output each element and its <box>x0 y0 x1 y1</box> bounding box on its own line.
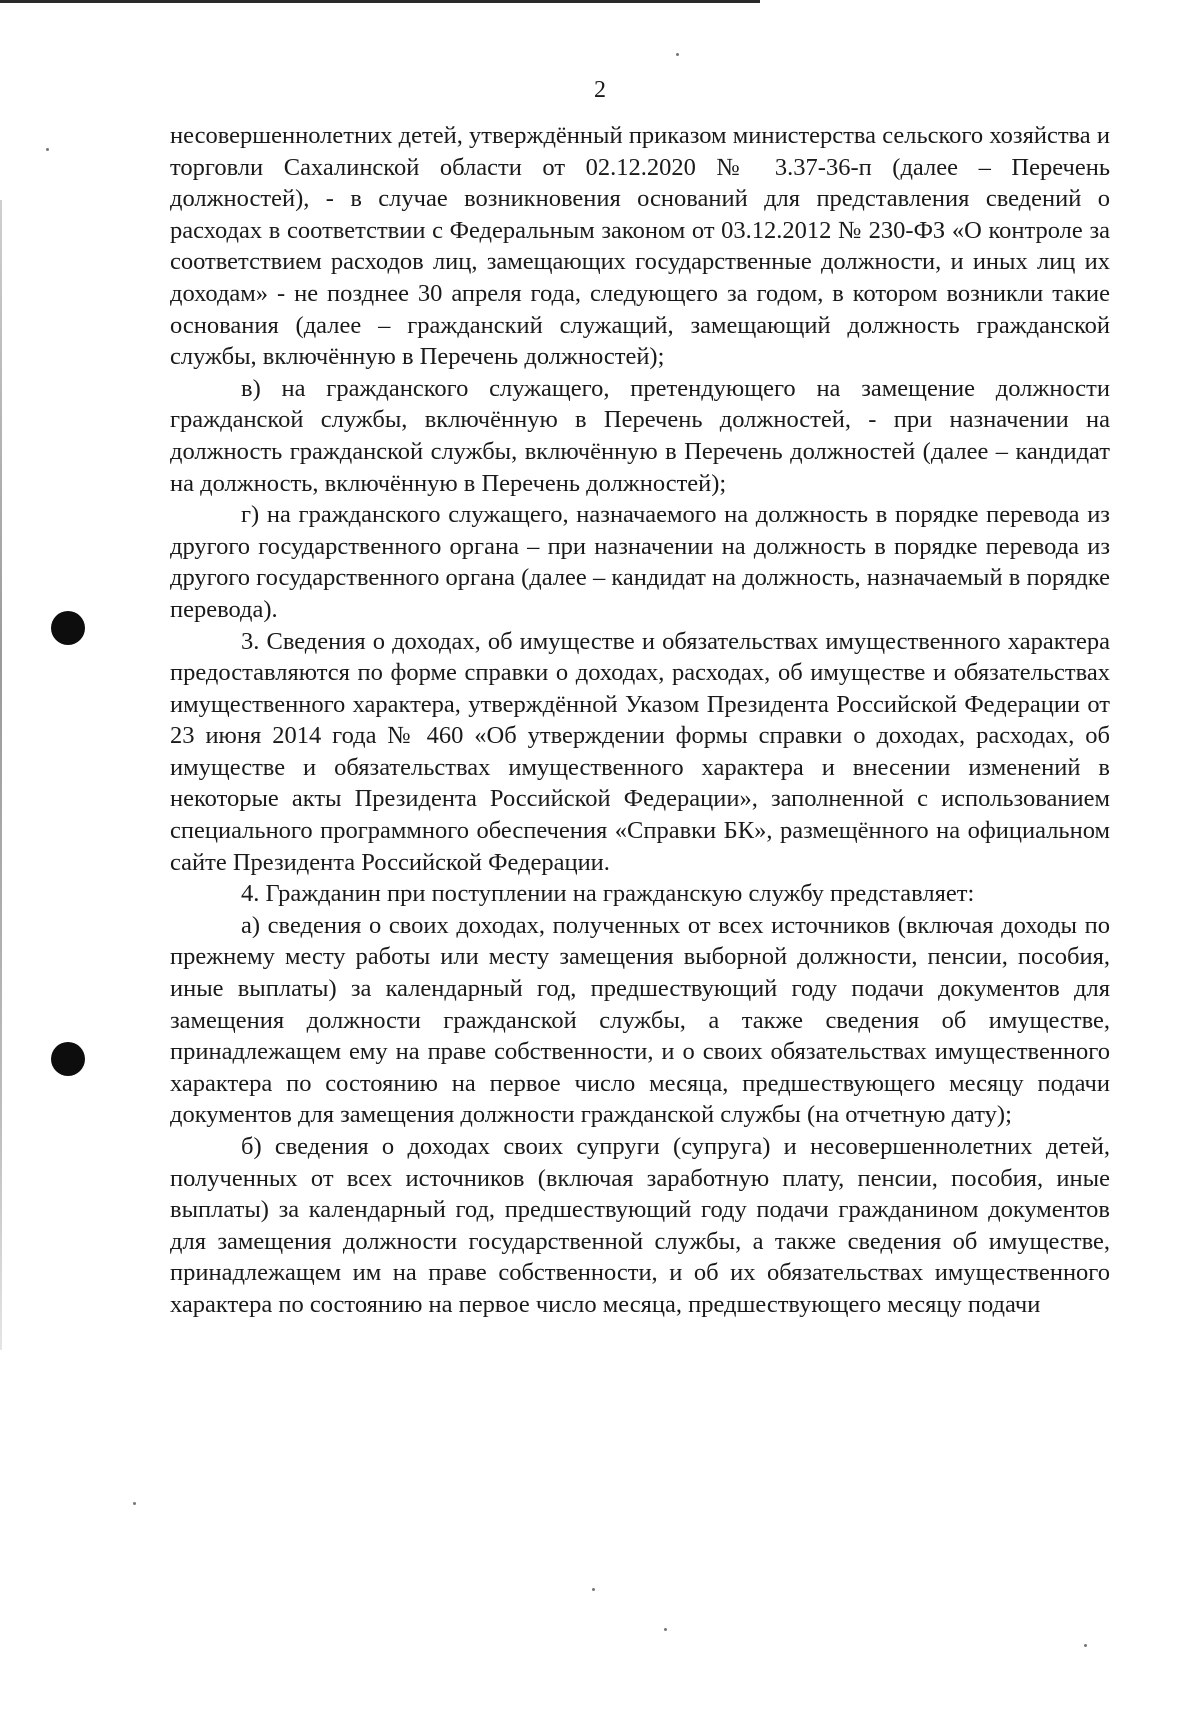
paragraph-continuation: несовершеннолетних детей, утверждённый приказом министерства сельского хозяйства и торговли Сахалинской области от 02.12.2020 № 3.37-36-п (далее – Перечень должностей), - в случае возникновения оснований для представления сведений о расходах в соответствии с Федеральным законом от 03.12.2012 № 230-ФЗ «О контроле за соответствием расходов лиц, замещающих государственные должности, и иных лиц их доходам» - не позднее 30 апреля года, следующего за годом, в котором возникли такие основания (далее – гражданский служащий, замещающий должность гражданской службы, включённую в Перечень должностей); <box>170 122 1110 371</box>
paragraph-item-g: г) на гражданского служащего, назначаемого на должность в порядке перевода из другого государственного органа – при назначении на должность в порядке перевода из другого государственного органа (далее – кандидат на должность, назначаемый в порядке перевода). <box>170 501 1110 623</box>
punch-hole-mark <box>51 1042 85 1076</box>
scan-speck <box>1084 1644 1087 1647</box>
paragraph-item-3: 3. Сведения о доходах, об имуществе и обязательствах имущественного характера предоставляются по форме справки о доходах, расходах, об имуществе и обязательствах имущественного характера, утверждённой Указом Президента Российской Федерации от 23 июня 2014 года № 460 «Об утверждении формы справки о доходах, расходах, об имуществе и обязательствах имущественного характера и внесении изменений в некоторые акты Президента Российской Федерации», заполненной с использованием специального программного обеспечения «Справки БК», размещённого на официальном сайте Президента Российской Федерации. <box>170 627 1110 876</box>
scan-page-edge <box>0 200 2 1350</box>
scan-speck <box>664 1628 667 1631</box>
punch-hole-mark <box>51 611 85 645</box>
paragraph-item-4b: б) сведения о доходах своих супруги (супруга) и несовершеннолетних детей, полученных от всех источников (включая заработную плату, пенсии, пособия, иные выплаты) за календарный год, предшествующий году подачи гражданином документов для замещения должности государственной службы, а также сведения об имуществе, принадлежащем им на праве собственности, и об их обязательствах имущественного характера по состоянию на первое число месяца, предшествующего месяцу подачи <box>170 1133 1110 1318</box>
scan-speck <box>133 1502 136 1505</box>
paragraph-item-4a: а) сведения о своих доходах, полученных от всех источников (включая доходы по прежнему месту работы или месту замещения выборной должности, пенсии, пособия, иные выплаты) за календарный год, предшествующий году подачи документов для замещения должности гражданской службы, а также сведения об имуществе, принадлежащем ему на праве собственности, и о своих обязательствах имущественного характера по состоянию на первое число месяца, предшествующего месяцу подачи документов для замещения должности гражданской службы (на отчетную дату); <box>170 911 1110 1129</box>
page-number: 2 <box>594 77 606 103</box>
scan-border-line <box>0 0 760 3</box>
document-body <box>170 120 1110 1321</box>
paragraph-item-v: в) на гражданского служащего, претендующего на замещение должности гражданской службы, включённую в Перечень должностей, - при назначении на должность гражданской службы, включённую в Перечень должностей (далее – кандидат на должность, включённую в Перечень должностей); <box>170 374 1110 497</box>
scan-speck <box>46 148 49 151</box>
scan-speck <box>592 1588 595 1591</box>
paragraph-item-4: 4. Гражданин при поступлении на гражданскую службу представляет: <box>241 880 975 908</box>
scan-speck <box>676 53 679 56</box>
